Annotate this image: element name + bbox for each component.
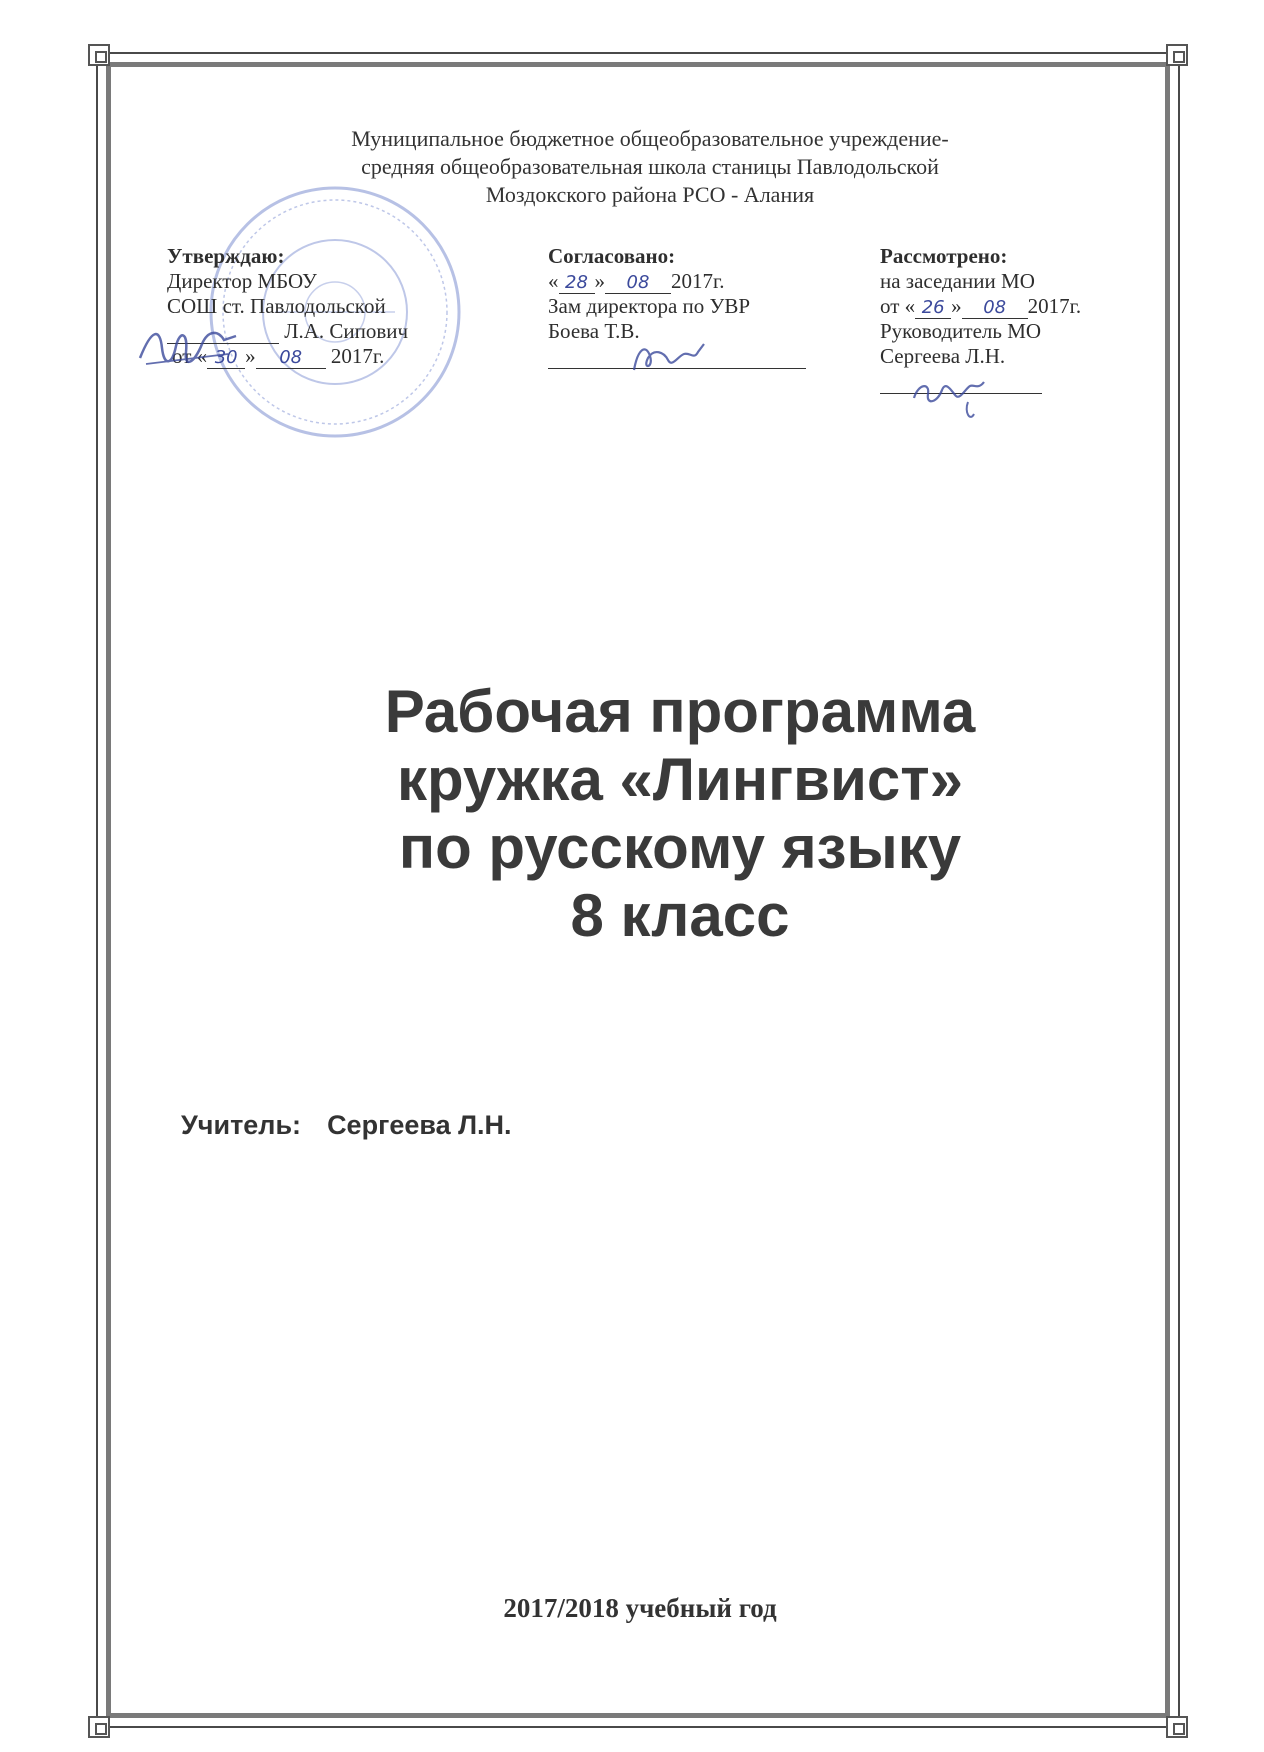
title-line: 8 класс — [570, 882, 790, 949]
director-signature — [132, 318, 242, 378]
title-line: кружка «Лингвист» — [396, 746, 964, 813]
review-heading: Рассмотрено: — [880, 244, 1008, 268]
approval-heading: Утверждаю: — [167, 244, 285, 268]
organization-line: средняя общеобразовательная школа станицы Павлодольской — [361, 154, 939, 179]
date-month: 08 — [962, 298, 1028, 319]
review-position: Руководитель МО — [880, 319, 1042, 343]
title-line: по русскому языку — [398, 814, 962, 881]
date-day: 28 — [559, 273, 595, 294]
approval-school: СОШ ст. Павлодольской — [167, 294, 386, 318]
agreement-name: Боева Т.В. — [548, 319, 640, 343]
organization-line: Моздокского района РСО - Алания — [485, 182, 815, 207]
academic-year: 2017/2018 учебный год — [503, 1593, 777, 1623]
border-corner-ornament — [88, 44, 110, 66]
date-day: 26 — [915, 298, 951, 319]
date-quote: » — [245, 344, 256, 368]
title-line: Рабочая программа — [384, 678, 976, 745]
approval-name: Л.А. Сипович — [284, 319, 409, 343]
date-day: 30 — [207, 348, 245, 369]
date-quote: » — [951, 294, 962, 318]
agreement-heading: Согласовано: — [548, 244, 676, 268]
agreement-date — [548, 269, 806, 294]
review-date — [880, 294, 1081, 319]
deputy-signature — [628, 338, 708, 378]
date-year: 2017г. — [330, 344, 385, 368]
review-name: Сергеева Л.Н. — [880, 344, 1006, 368]
date-prefix: от « — [172, 344, 208, 368]
date-month: 08 — [256, 348, 326, 369]
agreement-position: Зам директора по УВР — [548, 294, 751, 318]
review-meeting: на заседании МО — [880, 269, 1035, 293]
date-prefix: « — [548, 269, 559, 293]
approval-position: Директор МБОУ — [167, 269, 317, 293]
document-title — [250, 678, 1110, 950]
teacher-name: Сергеева Л.Н. — [327, 1110, 512, 1140]
teacher-line — [181, 1110, 512, 1141]
teacher-label: Учитель: — [181, 1110, 302, 1140]
date-year: 2017г. — [1027, 294, 1082, 318]
border-corner-ornament — [88, 1716, 110, 1738]
date-prefix: от « — [880, 294, 916, 318]
date-year: 2017г. — [671, 269, 725, 293]
date-quote: » — [594, 269, 605, 293]
organization-line: Муниципальное бюджетное общеобразовательное учреждение- — [351, 126, 949, 151]
date-month: 08 — [605, 273, 671, 294]
head-signature — [904, 372, 994, 428]
border-corner-ornament — [1166, 1716, 1188, 1738]
border-corner-ornament — [1166, 44, 1188, 66]
